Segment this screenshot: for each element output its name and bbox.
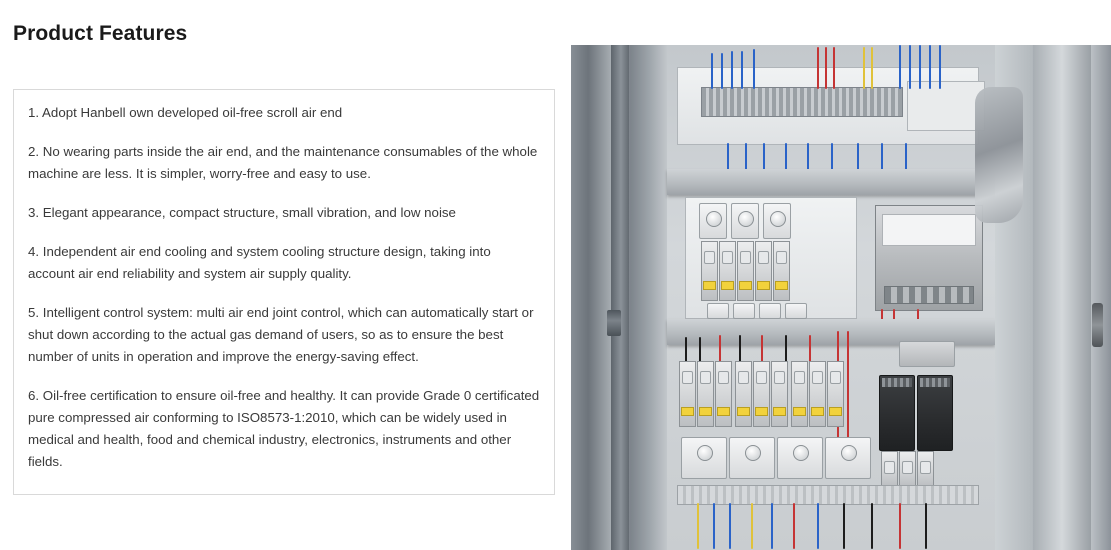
breaker-label <box>717 407 730 416</box>
wire-black <box>843 503 845 549</box>
cabinet-interior <box>667 45 995 550</box>
breaker-label <box>681 407 694 416</box>
breaker-label <box>755 407 768 416</box>
breaker-knob <box>884 461 895 474</box>
breaker-knob <box>902 461 913 474</box>
timer-relay <box>777 437 823 479</box>
electrical-control-cabinet-photo <box>571 45 1111 550</box>
contactor-terminals <box>920 378 950 387</box>
circuit-breaker <box>899 451 916 487</box>
breaker-label <box>811 407 824 416</box>
wire-black <box>699 337 701 363</box>
cabinet-left-panel <box>571 45 667 550</box>
cabinet-hinge <box>607 310 621 336</box>
relay-dial <box>841 445 857 461</box>
terminal-block-top <box>701 87 903 117</box>
relay-dial <box>793 445 809 461</box>
feature-item-6: 6. Oil-free certification to ensure oil-free and healthy. It can provide Grade 0 certificated pure compressed air conforming to ISO8573-1:2010, which can be widely used in medical and health, food and chemical industry, electronics, instruments and other fields. <box>28 388 540 469</box>
breaker-knob <box>722 251 733 264</box>
features-list-box <box>13 89 555 495</box>
breaker-label <box>721 281 734 290</box>
terminal-connector <box>785 303 807 319</box>
wire-black <box>739 335 741 363</box>
breaker-knob <box>830 371 841 384</box>
terminal-connector <box>759 303 781 319</box>
wire-blue <box>721 53 723 89</box>
wire-yellow <box>863 47 865 89</box>
wire-black <box>871 503 873 549</box>
feature-item-1: 1. Adopt Hanbell own developed oil-free scroll air end <box>28 105 343 120</box>
breaker-knob <box>704 251 715 264</box>
cabinet-cover-cloth <box>975 87 1023 223</box>
control-transformer <box>875 205 983 311</box>
page-title: Product Features <box>13 22 188 46</box>
feature-item-4: 4. Independent air end cooling and system cooling structure design, taking into account air end reliability and system air supply quality. <box>28 244 491 281</box>
timer-relay <box>825 437 871 479</box>
feature-item-3: 3. Elegant appearance, compact structure, small vibration, and low noise <box>28 205 456 220</box>
wire-blue <box>713 503 715 549</box>
breaker-knob <box>774 371 785 384</box>
relay-module <box>731 203 759 239</box>
wire-red <box>761 335 763 363</box>
wire-black <box>785 335 787 363</box>
wire-blue <box>919 45 921 89</box>
wire-black <box>925 503 927 549</box>
breaker-knob <box>740 251 751 264</box>
wire-blue <box>899 45 901 89</box>
circuit-breaker <box>771 361 788 427</box>
relay-dial <box>770 211 786 227</box>
breaker-knob <box>794 371 805 384</box>
circuit-breaker <box>697 361 714 427</box>
wire-blue <box>741 51 743 89</box>
feature-item-2: 2. No wearing parts inside the air end, and the maintenance consumables of the whole machine are less. It is simpler, worry-free and easy to use. <box>28 144 538 181</box>
contactor-terminals <box>882 378 912 387</box>
relay-dial <box>697 445 713 461</box>
circuit-breaker <box>827 361 844 427</box>
circuit-breaker <box>809 361 826 427</box>
breaker-knob <box>758 251 769 264</box>
circuit-breaker <box>881 451 898 487</box>
breaker-knob <box>682 371 693 384</box>
wire-red <box>825 47 827 89</box>
circuit-breaker <box>917 451 934 487</box>
breaker-label <box>757 281 770 290</box>
timer-relay <box>681 437 727 479</box>
relay-module <box>699 203 727 239</box>
breaker-knob <box>756 371 767 384</box>
wire-red <box>833 47 835 89</box>
relay-dial <box>745 445 761 461</box>
breaker-knob <box>700 371 711 384</box>
circuit-breaker <box>701 241 718 301</box>
wire-red <box>899 503 901 549</box>
circuit-breaker <box>719 241 736 301</box>
breaker-label <box>773 407 786 416</box>
breaker-label <box>699 407 712 416</box>
wire-red <box>719 335 721 363</box>
breaker-knob <box>718 371 729 384</box>
cabinet-right-door <box>1033 45 1091 550</box>
wiring-duct <box>677 485 979 505</box>
circuit-breaker <box>791 361 808 427</box>
contactor <box>879 375 915 451</box>
wire-red <box>809 335 811 363</box>
breaker-label <box>775 281 788 290</box>
relay-dial <box>738 211 754 227</box>
circuit-breaker <box>755 241 772 301</box>
wire-red <box>793 503 795 549</box>
wire-blue <box>929 45 931 89</box>
junction-box <box>899 341 955 367</box>
wire-blue <box>939 45 941 89</box>
breaker-label <box>739 281 752 290</box>
cabinet-left-strip <box>611 45 629 550</box>
terminal-connector <box>707 303 729 319</box>
wire-blue <box>817 503 819 549</box>
contactor <box>917 375 953 451</box>
circuit-breaker <box>715 361 732 427</box>
breaker-label <box>737 407 750 416</box>
terminal-connector <box>733 303 755 319</box>
breaker-knob <box>738 371 749 384</box>
feature-item-5: 5. Intelligent control system: multi air end joint control, which can automatically start or shut down according to the actual gas demand of users, so as to ensure the best number of units in operation and improve the energy-saving effect. <box>28 305 534 364</box>
wire-blue <box>711 53 713 89</box>
wire-yellow <box>751 503 753 549</box>
wire-blue <box>909 45 911 89</box>
cabinet-door-latch <box>1092 303 1103 347</box>
breaker-knob <box>920 461 931 474</box>
circuit-breaker <box>753 361 770 427</box>
wire-red <box>847 331 849 451</box>
relay-module <box>763 203 791 239</box>
circuit-breaker <box>679 361 696 427</box>
wire-yellow <box>871 47 873 89</box>
wire-blue <box>729 503 731 549</box>
wire-blue <box>771 503 773 549</box>
wire-blue <box>753 49 755 89</box>
circuit-breaker <box>735 361 752 427</box>
breaker-knob <box>776 251 787 264</box>
transformer-terminals <box>884 286 974 304</box>
relay-dial <box>706 211 722 227</box>
breaker-knob <box>812 371 823 384</box>
breaker-label <box>829 407 842 416</box>
circuit-breaker <box>773 241 790 301</box>
cabinet-shelf-upper <box>667 169 995 195</box>
timer-relay <box>729 437 775 479</box>
wire-yellow <box>697 503 699 549</box>
breaker-label <box>703 281 716 290</box>
circuit-breaker <box>737 241 754 301</box>
breaker-label <box>793 407 806 416</box>
wire-black <box>685 337 687 363</box>
transformer-nameplate <box>882 214 976 246</box>
wire-blue <box>731 51 733 89</box>
wire-red <box>817 47 819 89</box>
